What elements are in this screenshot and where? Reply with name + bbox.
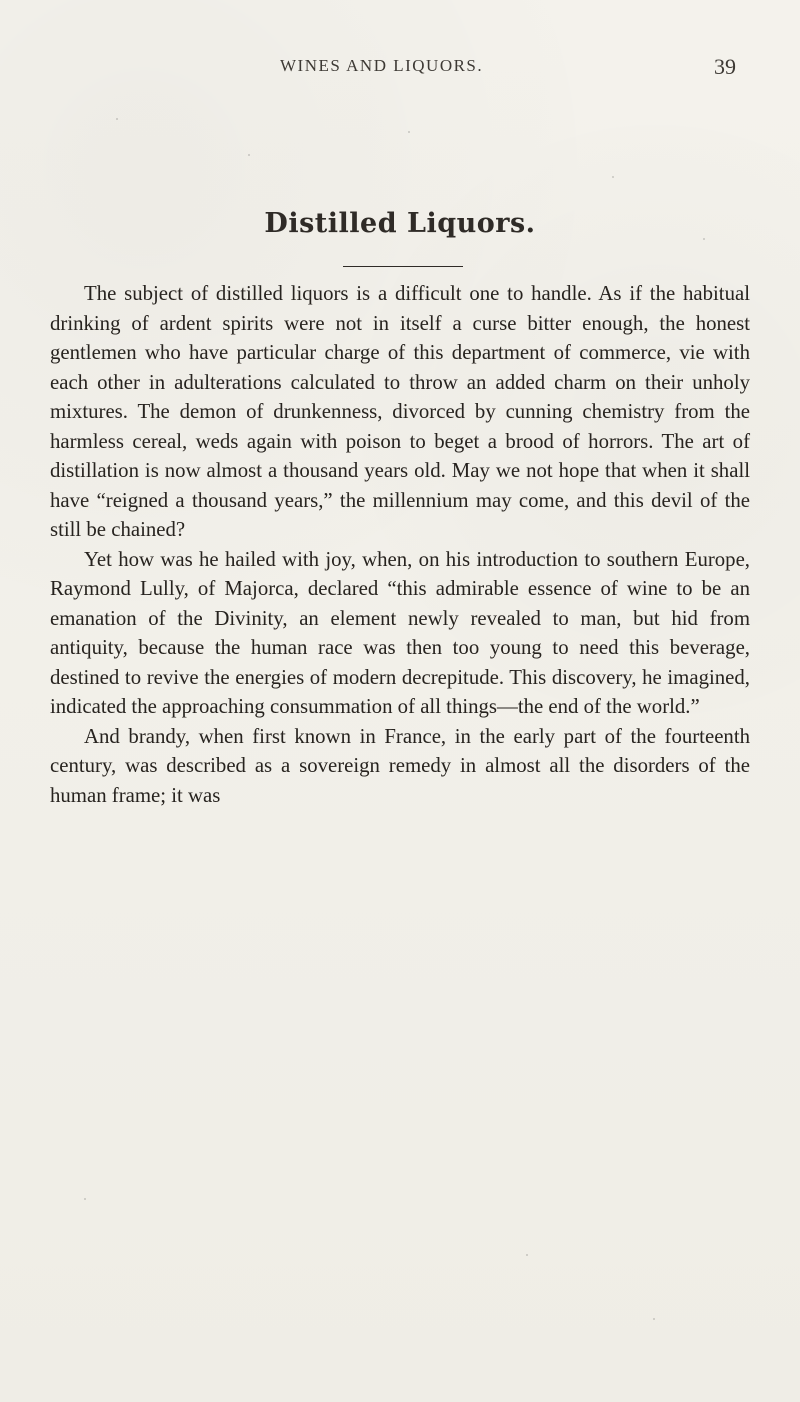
- paragraph-1: The subject of distilled liquors is a difficult one to handle. As if the habitual drinking of ardent spirits were not in itself a curse bitter enough, the honest gentlemen who have particular charge of this department of commerce, vie with each other in adulterations calculated to throw an added charm on their unholy mixtures. The demon of drunkenness, divorced by cunning chemistry from the harmless cereal, weds again with poison to beget a brood of horrors. The art of distillation is now almost a thousand years old. May we not hope that when it shall have “reigned a thousand years,” the millennium may come, and this devil of the still be chained?: [50, 282, 750, 541]
- paper-speck: [408, 131, 410, 133]
- body-text: [50, 279, 750, 810]
- page-number: 39: [714, 54, 736, 79]
- running-title: WINES AND LIQUORS.: [280, 56, 484, 75]
- section-title: Distilled Liquors.: [264, 208, 536, 239]
- running-header: [0, 56, 800, 86]
- paper-speck: [653, 1318, 655, 1320]
- paper-speck: [703, 238, 705, 240]
- paragraph-3: And brandy, when first known in France, in the early part of the fourteenth century, was described as a sovereign remedy in almost all the disorders of the human frame; it was: [50, 724, 750, 807]
- paper-speck: [526, 1254, 528, 1256]
- paragraph-2: Yet how was he hailed with joy, when, on his introduction to southern Europe, Raymond Lully, of Majorca, declared “this admirable essence of wine to be an emanation of the Divinity, an element newly revealed to man, but hid from antiquity, because the human race was then too young to need this beverage, destined to revive the energies of modern decrepitude. This discovery, he imagined, indicated the approaching consummation of all things—the end of the world.”: [50, 547, 750, 718]
- title-rule: [343, 266, 463, 267]
- paper-speck: [612, 176, 614, 178]
- paper-speck: [84, 1198, 86, 1200]
- paper-speck: [248, 154, 250, 156]
- paper-speck: [116, 118, 118, 120]
